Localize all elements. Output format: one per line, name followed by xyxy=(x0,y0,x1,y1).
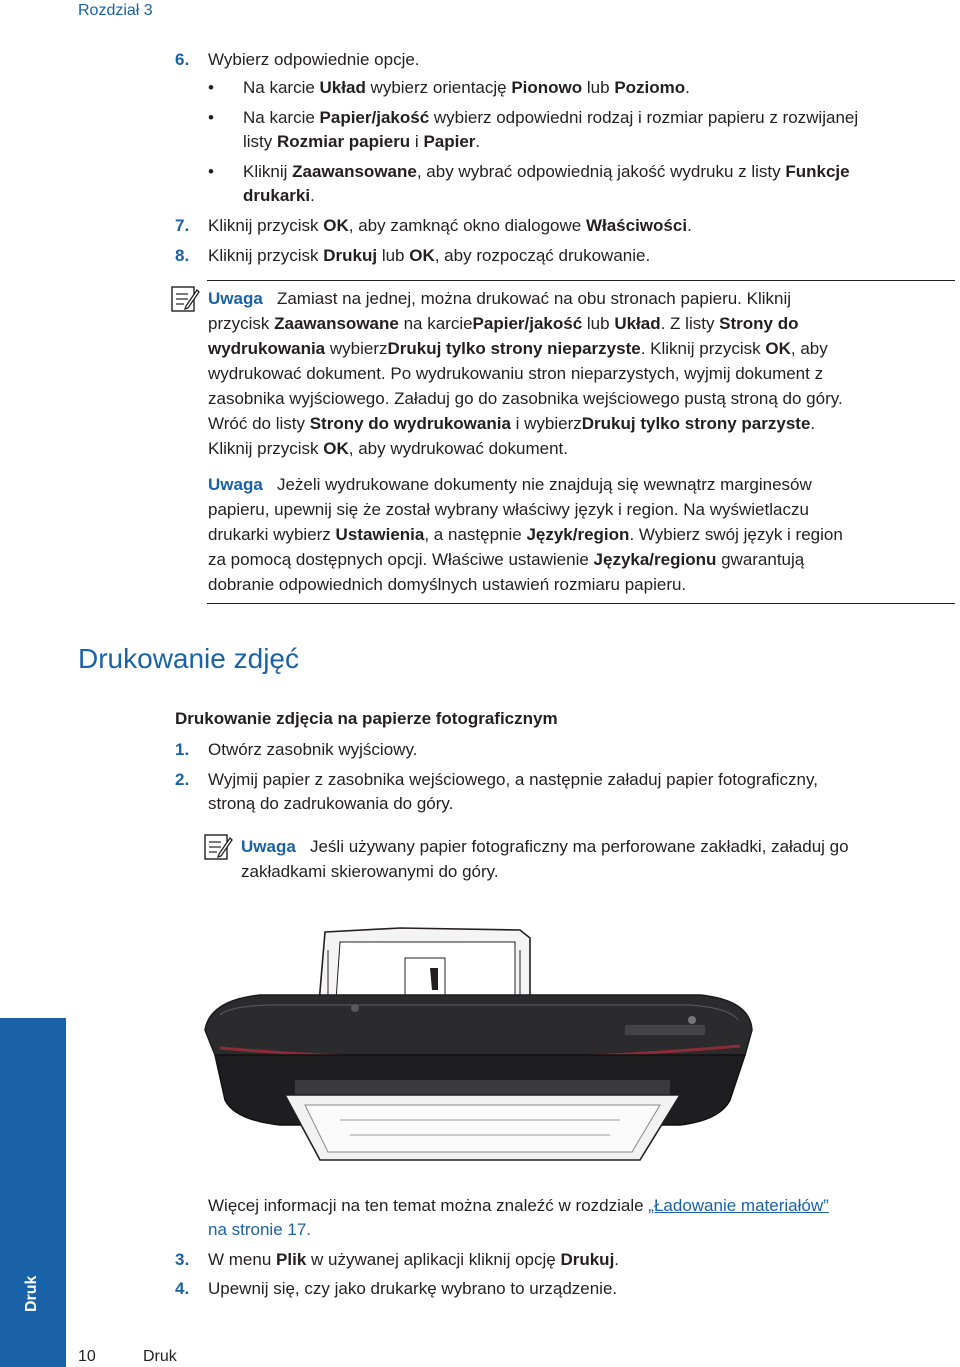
note-text: Uwaga Zamiast na jednej, można drukować na obu stronach papieru. Kliknij xyxy=(208,289,792,308)
chapter-header: Rozdział 3 xyxy=(78,2,153,19)
note-text: przycisk Zaawansowane na karciePapier/jakość lub Układ. Z listy Strony do xyxy=(208,314,799,333)
bullet-marker: • xyxy=(208,78,214,97)
note-label: Uwaga xyxy=(208,289,263,308)
note-text: wydrukowania wybierzDrukuj tylko strony nieparzyste. Kliknij przycisk OK, aby xyxy=(208,339,828,358)
subsection-heading: Drukowanie zdjęcia na papierze fotograficznym xyxy=(175,709,558,728)
note-text: wydrukować dokument. Po wydrukowaniu stron nieparzystych, wyjmij dokument z xyxy=(208,364,824,383)
step-number: 4. xyxy=(175,1279,190,1298)
footer-section: Druk xyxy=(143,1348,177,1365)
step-text: Wybierz odpowiednie opcje. xyxy=(208,50,420,69)
bullet-text: listy Rozmiar papieru i Papier. xyxy=(243,132,481,151)
step-number: 7. xyxy=(175,216,190,235)
bullet-text: drukarki. xyxy=(243,186,315,205)
note-text: Uwaga Jeśli używany papier fotograficzny ma perforowane zakładki, załaduj go xyxy=(241,837,849,856)
more-info-text: Więcej informacji na ten temat można znaleźć w rozdziale „Ładowanie materiałów” xyxy=(208,1196,829,1215)
cross-reference-link[interactable]: „Ładowanie materiałów” xyxy=(648,1196,829,1215)
step-text: Otwórz zasobnik wyjściowy. xyxy=(208,740,418,759)
step-number: 3. xyxy=(175,1250,190,1269)
step-number: 1. xyxy=(175,740,190,759)
step-text: Kliknij przycisk Drukuj lub OK, aby rozpocząć drukowanie. xyxy=(208,246,651,265)
note-label: Uwaga xyxy=(241,837,296,856)
note-pencil-icon xyxy=(203,832,233,862)
side-tab-label: Druk xyxy=(23,1275,40,1312)
note-text: za pomocą dostępnych opcji. Właściwe ustawienie Języka/regionu gwarantują xyxy=(208,550,805,569)
bullet-marker: • xyxy=(208,162,214,181)
note-text: Wróć do listy Strony do wydrukowania i wybierzDrukuj tylko strony parzyste. xyxy=(208,414,816,433)
note-text: Kliknij przycisk OK, aby wydrukować dokument. xyxy=(208,439,568,458)
bullet-text: Na karcie Papier/jakość wybierz odpowiedni rodzaj i rozmiar papieru z rozwijanej xyxy=(243,108,859,127)
step-number: 2. xyxy=(175,770,190,789)
note-label: Uwaga xyxy=(208,475,263,494)
note-pencil-icon xyxy=(170,284,200,314)
note-text: Uwaga Jeżeli wydrukowane dokumenty nie znajdują się wewnątrz marginesów xyxy=(208,475,812,494)
note-text: papieru, upewnij się że został wybrany właściwy język i region. Na wyświetlaczu xyxy=(208,500,809,519)
note-text: dobranie odpowiednich domyślnych ustawień rozmiaru papieru. xyxy=(208,575,687,594)
bullet-text: Na karcie Układ wybierz orientację Pionowo lub Poziomo. xyxy=(243,78,690,97)
section-heading: Drukowanie zdjęć xyxy=(78,643,299,674)
note-text: drukarki wybierz Ustawienia, a następnie Język/region. Wybierz swój język i region xyxy=(208,525,843,544)
step-number: 6. xyxy=(175,50,190,69)
note-text: zakładkami skierowanymi do góry. xyxy=(241,862,499,881)
printer-illustration xyxy=(200,920,760,1170)
note-rule-top xyxy=(207,280,955,281)
step-text: Kliknij przycisk OK, aby zamknąć okno dialogowe Właściwości. xyxy=(208,216,692,235)
bullet-text: Kliknij Zaawansowane, aby wybrać odpowiednią jakość wydruku z listy Funkcje xyxy=(243,162,850,181)
step-number: 8. xyxy=(175,246,190,265)
side-tab xyxy=(0,1018,66,1367)
note-text: zasobnika wyjściowego. Załaduj go do zasobnika wejściowego pustą stroną do góry. xyxy=(208,389,843,408)
step-text: W menu Plik w używanej aplikacji kliknij opcję Drukuj. xyxy=(208,1250,620,1269)
step-text: Upewnij się, czy jako drukarkę wybrano to urządzenie. xyxy=(208,1279,618,1298)
bullet-marker: • xyxy=(208,108,214,127)
step-text: Wyjmij papier z zasobnika wejściowego, a następnie załaduj papier fotograficzny, xyxy=(208,770,818,789)
note-rule-bottom xyxy=(207,603,955,604)
page-number: 10 xyxy=(78,1348,96,1365)
step-text: stroną do zadrukowania do góry. xyxy=(208,794,454,813)
cross-reference-link-page[interactable]: na stronie 17. xyxy=(208,1220,312,1239)
